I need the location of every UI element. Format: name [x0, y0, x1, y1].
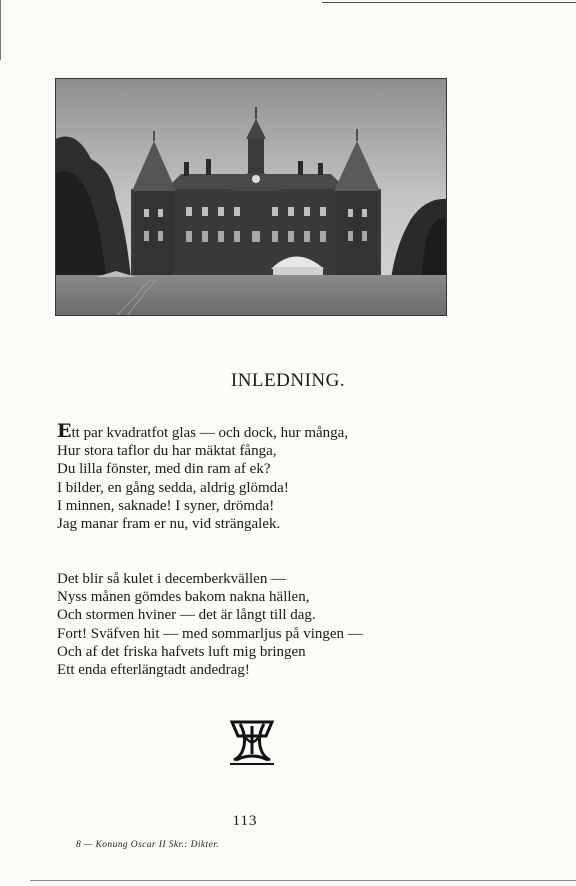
drop-cap-initial: E: [57, 420, 72, 442]
floral-ornament-icon: [226, 716, 278, 766]
verse-line: I bilder, en gång sedda, aldrig glömda!: [57, 479, 289, 496]
page-number: 113: [232, 813, 258, 829]
verse-line: Hur stora taflor du har mäktat fånga,: [57, 443, 277, 460]
verse-line: Och stormen hviner — det är långt till dag.: [57, 607, 316, 624]
signature-footer: 8 — Konung Oscar II Skr.: Dikter.: [76, 840, 220, 850]
verse-line: I minnen, saknade! I syner, drömda!: [57, 497, 275, 514]
stanza-2: [57, 570, 363, 679]
castle-photograph: [55, 78, 447, 316]
verse-line: Jag manar fram er nu, vid strängalek.: [57, 516, 281, 533]
poem-title: INLEDNING.: [230, 370, 346, 391]
verse-line: Du lilla fönster, med din ram af ek?: [57, 461, 271, 478]
verse-line: [57, 422, 348, 442]
stanza-1: [57, 422, 348, 533]
verse-line: Ett enda efterlängtadt andedrag!: [57, 662, 250, 679]
page-edge-rule-left: [0, 0, 1, 60]
page-edge-rule-top: [322, 2, 576, 3]
verse-line-text: tt par kvadratfot glas — och dock, hur många,: [71, 425, 349, 441]
page-edge-rule-bottom: [30, 880, 576, 881]
verse-line: Fort! Sväfven hit — med sommarljus på vingen —: [57, 625, 363, 642]
verse-line: Och af det friska hafvets luft mig bringen: [57, 643, 306, 660]
verse-line: Nyss månen gömdes bakom nakna hällen,: [57, 589, 310, 606]
verse-line: Det blir så kulet i decemberkvällen —: [57, 571, 287, 587]
